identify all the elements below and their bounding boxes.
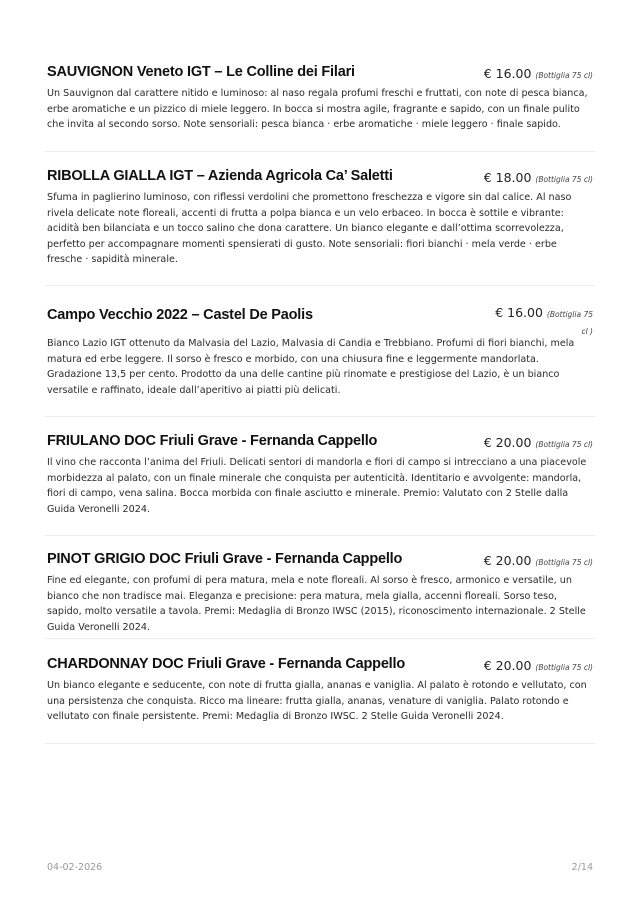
divider (45, 151, 595, 152)
divider (45, 416, 595, 417)
wine-name: CHARDONNAY DOC Friuli Grave - Fernanda Cappello (47, 656, 405, 672)
wine-description: Il vino che racconta l’anima del Friuli. Delicati sentori di mandorla e fiori di campo si intrecciano a una piacevole morbidezza al palato, con un finale minerale che conquista per autenticità. Identitario e avvolgente: mandorla, fiori di campo, vena salina. Bocca morbida con finale asciutto e minerale. Premio: Valutato con 2 Stelle dalla Guida Veronelli 2024. (47, 457, 587, 515)
wine-description: Bianco Lazio IGT ottenuto da Malvasia del Lazio, Malvasia di Candia e Trebbiano. Profumi di fiori bianchi, mela matura ed erbe leggere. Il sorso è fresco e morbido, con una chiusura fine e leggermente mandorlata. Gradazione 13,5 per cento. Prodotto da una delle cantine più rinomate e prestigiose del Lazio, è un bianco versatile e raffinato, ideale dall’aperitivo ai piatti più delicati. (47, 338, 575, 396)
wine-description: Sfuma in paglierino luminoso, con riflessi verdolini che promettono freschezza e vigore sin dal calice. Al naso rivela delicate note floreali, accenti di frutta a polpa bianca e un velo erbaceo. In bocca è sottile e vibrante: acidità ben bilanciata e un tocco salino che dona carattere. Un bianco elegante e dall’ottima scorrevolezza, perfetto per accompagnare momenti spensierati di gusto. Note sensoriali: fiori bianchi · mela verde · erbe fresche · sapidità minerale. (47, 192, 572, 265)
wine-price (484, 435, 593, 450)
wine-price (484, 170, 593, 185)
wine-description: Fine ed elegante, con profumi di pera matura, mela e note floreali. Al sorso è fresco, armonico e versatile, un bianco che non tradisce mai. Eleganza e precisione: pera matura, mela gialla, accenni floreali. Sorso teso, sapido, molto versatile a tavola. Premi: Medaglia di Bronzo IWSC (2015), riconoscimento internazionale. 2 Stelle Guida Veronelli 2024. (47, 575, 586, 633)
bottle-size: (Bottiglia 75 cl) (535, 440, 593, 449)
price-value: € 20.00 (483, 435, 532, 450)
wine-name: PINOT GRIGIO DOC Friuli Grave - Fernanda Cappello (47, 551, 403, 567)
price-value: € 20.00 (483, 658, 532, 673)
wine-name: Campo Vecchio 2022 – Castel De Paolis (47, 307, 313, 323)
wine-price (484, 553, 593, 568)
price-value: € 18.00 (483, 170, 532, 185)
wine-price (484, 658, 593, 673)
price-value: € 20.00 (483, 553, 532, 568)
price-value: € 16.00 (483, 66, 532, 81)
bottle-size: (Bottiglia 75 cl ) (546, 310, 593, 336)
wine-name: RIBOLLA GIALLA IGT – Azienda Agricola Ca’ Saletti (47, 168, 393, 184)
bottle-size: (Bottiglia 75 cl) (535, 175, 593, 184)
bottle-size: (Bottiglia 75 cl) (535, 71, 593, 80)
footer-date: 04-02-2026 (47, 862, 103, 873)
price-value: € 16.00 (495, 305, 543, 320)
divider (45, 285, 595, 286)
wine-price (487, 305, 593, 339)
wine-price (484, 66, 593, 81)
page-number: 2/14 (571, 862, 593, 873)
divider (45, 535, 595, 536)
wine-name: FRIULANO DOC Friuli Grave - Fernanda Cappello (47, 433, 378, 449)
bottle-size: (Bottiglia 75 cl) (535, 663, 593, 672)
wine-description: Un Sauvignon dal carattere nitido e luminoso: al naso regala profumi freschi e fruttati, con note di pesca bianca, erbe aromatiche e un pizzico di miele leggero. In bocca si mostra agile, fragrante e sapido, con un finale pulito che invita al secondo sorso. Note sensoriali: pesca bianca · erbe aromatiche · miele leggero · finale sapido. (47, 88, 588, 130)
wine-name: SAUVIGNON Veneto IGT – Le Colline dei Filari (47, 64, 355, 80)
bottle-size: (Bottiglia 75 cl) (535, 558, 593, 567)
wine-description: Un bianco elegante e seducente, con note di frutta gialla, ananas e vaniglia. Al palato è rotondo e vellutato, con una persistenza che conquista. Ricco ma lineare: frutta gialla, ananas, venature di vaniglia. Palato rotondo e vellutato con finale persistente. Premi: Medaglia di Bronzo IWSC. 2 Stelle Guida Veronelli 2024. (47, 680, 587, 722)
divider (45, 638, 595, 639)
divider (45, 743, 595, 744)
